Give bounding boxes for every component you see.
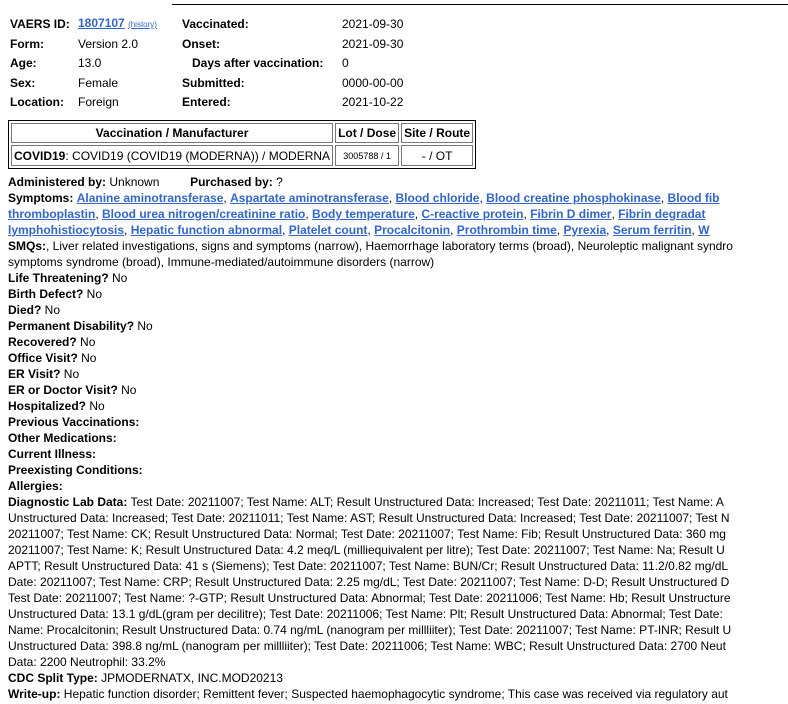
field-label: Preexisting Conditions:	[8, 463, 143, 477]
field-value: No	[117, 383, 137, 397]
symptom-link[interactable]: Blood fib	[667, 191, 720, 205]
form-label: Form:	[10, 36, 44, 51]
location-value: Foreign	[78, 95, 119, 109]
smqs-line-1	[8, 238, 788, 254]
life-threatening-line	[8, 270, 788, 286]
symptom-link[interactable]: Body temperature	[312, 207, 415, 221]
other-medications-line	[8, 430, 788, 446]
onset-label: Onset:	[182, 36, 221, 51]
vaers-id-link[interactable]: 1807107	[78, 16, 125, 30]
preexisting-conditions-line	[8, 462, 788, 478]
vaccine-cell	[11, 145, 333, 166]
purchased-value: ?	[272, 175, 283, 189]
diagnostic-line-8	[8, 606, 788, 622]
field-value: No	[134, 319, 153, 333]
diagnostic-text: 20211007; Test Name: CK; Result Unstructured Data: Normal; Test Date: 20211007; Test Name: Fib; Result Unstructured Data: 360 mg	[8, 527, 726, 541]
smqs-line-2	[8, 254, 788, 270]
diagnostic-line-2	[8, 510, 788, 526]
diagnostic-text: Test Date: 20211007; Test Name: ?-GTP; Result Unstructured Data: Abnormal; Test Date: 20211006; Test Name: Hb; Result Unstructure	[8, 591, 731, 605]
field-value: No	[60, 367, 80, 381]
symptom-link[interactable]: lymphohistiocytosis	[8, 223, 125, 237]
vaccine-name: COVID19	[14, 148, 66, 163]
symptom-link[interactable]: Blood chloride	[395, 191, 480, 205]
history-link[interactable]: (history)	[128, 20, 157, 29]
field-value: No	[77, 351, 97, 365]
smqs-text-2: symptoms syndrome (broad), Immune-mediated/autoimmune disorders (narrow)	[8, 255, 435, 269]
diagnostic-line-3	[8, 526, 788, 542]
field-label: Birth Defect?	[8, 287, 84, 301]
writeup-label: Write-up:	[8, 687, 61, 701]
field-label: ER Visit?	[8, 367, 61, 381]
symptom-link[interactable]: Blood creatine phosphokinase	[486, 191, 661, 205]
symptom-link[interactable]: W	[698, 223, 710, 237]
report-body	[8, 174, 788, 702]
field-label: Recovered?	[8, 335, 77, 349]
symptom-link[interactable]: Serum ferritin	[612, 223, 692, 237]
administered-line	[8, 174, 788, 190]
vaccinated-label: Vaccinated:	[182, 16, 249, 31]
symptom-link[interactable]: Platelet count	[288, 223, 368, 237]
site-route-value: - / OT	[401, 145, 473, 166]
recovered-line	[8, 334, 788, 350]
died-line	[8, 302, 788, 318]
diagnostic-label: Diagnostic Lab Data:	[8, 495, 128, 509]
symptom-link[interactable]: thromboplastin	[8, 207, 96, 221]
writeup-line	[8, 686, 788, 702]
symptom-link[interactable]: Procalcitonin	[374, 223, 451, 237]
previous-vaccinations-line	[8, 414, 788, 430]
diagnostic-line-11	[8, 654, 788, 670]
symptom-link[interactable]: Pyrexia	[563, 223, 607, 237]
administered-label: Administered by:	[8, 175, 107, 189]
submitted-label: Submitted:	[182, 75, 245, 90]
symptoms-label: Symptoms:	[8, 191, 74, 205]
field-label: Life Threatening?	[8, 271, 109, 285]
er-doctor-visit-line	[8, 382, 788, 398]
field-label: ER or Doctor Visit?	[8, 383, 118, 397]
vaccination-row	[11, 145, 473, 166]
symptom-link[interactable]: Aspartate aminotransferase	[230, 191, 389, 205]
col-site-route: Site / Route	[401, 123, 473, 143]
sex-value: Female	[78, 75, 119, 90]
cdc-split-line	[8, 670, 788, 686]
days-after-label: Days after vaccination:	[192, 56, 324, 70]
diagnostic-text: Test Date: 20211007; Test Name: ALT; Result Unstructured Data: Increased; Test Date: 20211011; Test Name: A	[127, 495, 724, 509]
cdc-split-label: CDC Split Type:	[8, 671, 98, 685]
vaccination-table	[8, 120, 476, 169]
vaccine-desc: : COVID19 (COVID19 (MODERNA)) / MODERNA	[65, 148, 331, 163]
diagnostic-line-10	[8, 638, 788, 654]
symptom-link[interactable]: Blood urea nitrogen/creatinine ratio	[102, 207, 306, 221]
symptom-link[interactable]: Hepatic function abnormal	[130, 223, 283, 237]
er-visit-line	[8, 366, 788, 382]
field-value: No	[108, 271, 128, 285]
diagnostic-line-7	[8, 590, 788, 606]
administered-value: Unknown	[106, 175, 160, 189]
diagnostic-text: Date: 20211007; Test Name: CRP; Result Unstructured Data: 2.25 mg/dL; Test Date: 20211007; Test Name: D-D; Result Unstructured D	[8, 575, 730, 589]
diagnostic-line-6	[8, 574, 788, 590]
office-visit-line	[8, 350, 788, 366]
symptoms-line-2: thromboplastin, Blood urea nitrogen/creatinine ratio, Body temperature, C-reactive protein, Fibrin D dimer, Fibrin degradat	[8, 207, 706, 221]
symptom-link[interactable]: Alanine aminotransferase	[76, 191, 224, 205]
birth-defect-line	[8, 286, 788, 302]
field-label: Hospitalized?	[8, 399, 87, 413]
current-illness-line	[8, 446, 788, 462]
entered-label: Entered:	[182, 95, 231, 109]
vaccinated-value: 2021-09-30	[342, 16, 404, 31]
field-label: Office Visit?	[8, 351, 78, 365]
diagnostic-line-4	[8, 542, 788, 558]
field-label: Other Medications:	[8, 431, 117, 445]
age-label: Age:	[10, 56, 37, 70]
col-lot-dose: Lot / Dose	[335, 123, 399, 143]
form-value: Version 2.0	[78, 36, 139, 51]
field-value: No	[41, 303, 61, 317]
permanent-disability-line	[8, 318, 788, 334]
allergies-line	[8, 478, 788, 494]
field-label: Current Illness:	[8, 447, 97, 461]
onset-value: 2021-09-30	[342, 36, 404, 51]
smqs-label: SMQs:	[8, 239, 47, 253]
field-value: No	[83, 287, 103, 301]
field-label: Permanent Disability?	[8, 319, 135, 333]
symptom-link[interactable]: Fibrin D dimer	[530, 207, 612, 221]
cdc-split-value: JPMODERNATX, INC.MOD20213	[97, 671, 283, 685]
submitted-value: 0000-00-00	[342, 75, 404, 90]
field-label: Previous Vaccinations:	[8, 415, 140, 429]
sex-label: Sex:	[10, 75, 36, 90]
days-after-value: 0	[342, 56, 349, 70]
symptom-link[interactable]: Prothrombin time	[456, 223, 557, 237]
diagnostic-text: Unstructured Data: Increased; Test Date: 20211011; Test Name: AST; Result Unstructured Data: Increased; Test Date: 20211007; Test N	[8, 511, 730, 525]
top-rule	[172, 4, 788, 5]
lot-dose-value: 3005788 / 1	[335, 145, 399, 166]
diagnostic-text: Name: Procalcitonin; Result Unstructured Data: 0.74 ng/mL (nanogram per millliiter); Test Date: 20211007; Test Name: PT-INR; Result U	[8, 623, 732, 637]
field-label: Died?	[8, 303, 42, 317]
diagnostic-line-5	[8, 558, 788, 574]
field-value: No	[86, 399, 105, 413]
diagnostic-text: Data: 2200 Neutrophil: 33.2%	[8, 655, 166, 669]
col-vaccination-manufacturer: Vaccination / Manufacturer	[11, 123, 333, 143]
field-label: Allergies:	[8, 479, 63, 493]
report-header	[8, 14, 405, 113]
vaccination-section	[8, 120, 476, 169]
smqs-text-1: , Liver related investigations, signs and symptoms (narrow), Haemorrhage laboratory terms (broad), Neuroleptic malignant syndro	[46, 239, 733, 253]
diagnostic-text: 20211007; Test Name: K; Result Unstructured Data: 4.2 meq/L (milliequivalent per litre); Test Date: 20211007; Test Name: Na; Result U	[8, 543, 725, 557]
diagnostic-line-9	[8, 622, 788, 638]
symptom-link[interactable]: Fibrin degradat	[618, 207, 706, 221]
entered-value: 2021-10-22	[342, 95, 404, 109]
diagnostic-text: Unstructured Data: 13.1 g/dL(gram per decilitre); Test Date: 20211006; Test Name: Plt; Result Unstructured Data: Abnormal; Test Date:	[8, 607, 723, 621]
vaers-id-cell	[76, 14, 180, 35]
diagnostic-text: APTT; Result Unstructured Data: 41 s (Siemens); Test Date: 20211007; Test Name: BUN/Cr; Result Unstructured Data: 11.2/0.82 mg/dL	[8, 559, 729, 573]
symptoms-line-1: Symptoms: Alanine aminotransferase, Aspartate aminotransferase, Blood chloride, Blood creatine phosphokinase, Blood fib	[8, 191, 720, 205]
symptom-link[interactable]: C-reactive protein	[421, 207, 524, 221]
writeup-value: Hepatic function disorder; Remittent fever; Suspected haemophagocytic syndrome; This case was received via regulatory aut	[60, 687, 728, 701]
diagnostic-text: Unstructured Data: 398.8 ng/mL (nanogram per millliiter); Test Date: 20211006; Test Name: WBC; Result Unstructured Data: 2700 Neut	[8, 639, 726, 653]
location-label: Location:	[10, 95, 64, 109]
purchased-label: Purchased by:	[190, 175, 273, 189]
field-value: No	[76, 335, 96, 349]
symptoms-line-3: lymphohistiocytosis, Hepatic function abnormal, Platelet count, Procalcitonin, Prothrombin time, Pyrexia, Serum ferritin, W	[8, 223, 710, 237]
vaers-id-label: VAERS ID:	[10, 16, 70, 31]
hospitalized-line	[8, 398, 788, 414]
header-table	[8, 14, 405, 113]
diagnostic-line-1	[8, 494, 788, 510]
age-value: 13.0	[78, 56, 102, 70]
